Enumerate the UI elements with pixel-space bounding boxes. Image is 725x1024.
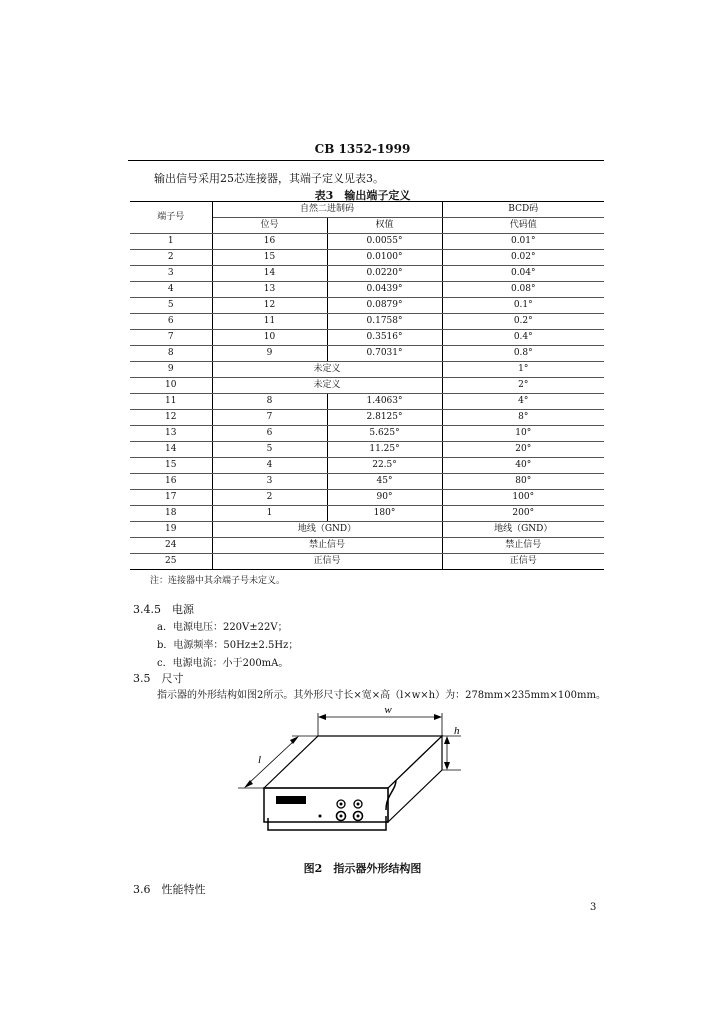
table-row bbox=[130, 362, 604, 378]
cell-weight: 45° bbox=[327, 474, 442, 490]
cell-code-value: 0.4° bbox=[442, 330, 604, 346]
page-number: 3 bbox=[590, 902, 597, 913]
cell-code-value: 地线（GND） bbox=[442, 522, 604, 538]
cable-line bbox=[268, 816, 386, 830]
header-terminal: 端子号 bbox=[130, 202, 212, 234]
header-weight: 权值 bbox=[327, 218, 442, 234]
cell-terminal: 16 bbox=[130, 474, 212, 490]
table-caption: 表3 输出端子定义 bbox=[314, 189, 411, 202]
cell-bit: 15 bbox=[212, 250, 327, 266]
table-row bbox=[130, 250, 604, 266]
cell-code-value: 0.2° bbox=[442, 314, 604, 330]
cell-bit: 14 bbox=[212, 266, 327, 282]
cell-bit: 3 bbox=[212, 474, 327, 490]
cell-code-value: 0.04° bbox=[442, 266, 604, 282]
cell-code-value: 4° bbox=[442, 394, 604, 410]
table-row bbox=[130, 458, 604, 474]
cell-terminal: 9 bbox=[130, 362, 212, 378]
cell-code-value: 禁止信号 bbox=[442, 538, 604, 554]
table-row bbox=[130, 298, 604, 314]
cell-code-value: 正信号 bbox=[442, 554, 604, 570]
cell-weight: 22.5° bbox=[327, 458, 442, 474]
table-row bbox=[130, 442, 604, 458]
cell-weight: 11.25° bbox=[327, 442, 442, 458]
cell-bit: 16 bbox=[212, 234, 327, 250]
indicator-outline-figure bbox=[236, 700, 476, 850]
table-row bbox=[130, 266, 604, 282]
power-item-c: c．电源电流：小于200mA。 bbox=[157, 658, 289, 669]
box-side-face bbox=[388, 736, 442, 822]
cell-code-value: 0.8° bbox=[442, 346, 604, 362]
table-row bbox=[130, 426, 604, 442]
table-row bbox=[130, 554, 604, 570]
table-row bbox=[130, 474, 604, 490]
cell-code-value: 200° bbox=[442, 506, 604, 522]
table-row bbox=[130, 394, 604, 410]
cell-weight: 90° bbox=[327, 490, 442, 506]
section-performance-heading: 3.6 性能特性 bbox=[133, 883, 206, 896]
cell-code-value: 2° bbox=[442, 378, 604, 394]
cell-bit: 5 bbox=[212, 442, 327, 458]
cell-undefined: 未定义 bbox=[212, 378, 442, 394]
cell-bit: 7 bbox=[212, 410, 327, 426]
table-row bbox=[130, 346, 604, 362]
cell-bit: 12 bbox=[212, 298, 327, 314]
cell-terminal: 11 bbox=[130, 394, 212, 410]
cell-signal: 地线（GND） bbox=[212, 522, 442, 538]
cell-terminal: 6 bbox=[130, 314, 212, 330]
display-window bbox=[276, 796, 306, 804]
cell-weight: 2.8125° bbox=[327, 410, 442, 426]
intro-paragraph: 输出信号采用25芯连接器，其端子定义见表3。 bbox=[154, 172, 384, 185]
size-paragraph: 指示器的外形结构如图2所示。其外形尺寸长×宽×高（l×w×h）为：278mm×235mm×100mm。 bbox=[157, 690, 606, 701]
dimension-w-label: w bbox=[384, 704, 392, 716]
cell-terminal: 8 bbox=[130, 346, 212, 362]
cell-bit: 8 bbox=[212, 394, 327, 410]
box-front-face bbox=[264, 788, 388, 822]
header-bcd-group: BCD码 bbox=[442, 202, 604, 218]
cell-code-value: 40° bbox=[442, 458, 604, 474]
cell-bit: 10 bbox=[212, 330, 327, 346]
table-row bbox=[130, 330, 604, 346]
table-row bbox=[130, 234, 604, 250]
table-row bbox=[130, 410, 604, 426]
cell-bit: 6 bbox=[212, 426, 327, 442]
cell-terminal: 14 bbox=[130, 442, 212, 458]
cell-weight: 0.1758° bbox=[327, 314, 442, 330]
table-header-row bbox=[130, 202, 604, 218]
cell-bit: 11 bbox=[212, 314, 327, 330]
header-code-value: 代码值 bbox=[442, 218, 604, 234]
page-header-title: CB 1352-1999 bbox=[314, 142, 411, 156]
cell-terminal: 24 bbox=[130, 538, 212, 554]
cell-bit: 4 bbox=[212, 458, 327, 474]
cell-code-value: 80° bbox=[442, 474, 604, 490]
cell-code-value: 10° bbox=[442, 426, 604, 442]
cell-weight: 180° bbox=[327, 506, 442, 522]
table-row bbox=[130, 506, 604, 522]
table-row bbox=[130, 490, 604, 506]
cell-terminal: 10 bbox=[130, 378, 212, 394]
cell-terminal: 4 bbox=[130, 282, 212, 298]
table-row bbox=[130, 378, 604, 394]
dimension-l-label: l bbox=[258, 754, 262, 766]
cell-terminal: 2 bbox=[130, 250, 212, 266]
dimension-l-line bbox=[248, 740, 295, 784]
table-row bbox=[130, 282, 604, 298]
power-item-b: b．电源频率：50Hz±2.5Hz； bbox=[157, 640, 299, 651]
figure-caption: 图2 指示器外形结构图 bbox=[303, 862, 422, 875]
header-binary-group: 自然二进制码 bbox=[212, 202, 442, 218]
cell-bit: 2 bbox=[212, 490, 327, 506]
header-rule bbox=[128, 160, 604, 161]
cell-terminal: 25 bbox=[130, 554, 212, 570]
cell-signal: 禁止信号 bbox=[212, 538, 442, 554]
cell-terminal: 13 bbox=[130, 426, 212, 442]
header-bit: 位号 bbox=[212, 218, 327, 234]
cell-weight: 5.625° bbox=[327, 426, 442, 442]
cell-terminal: 12 bbox=[130, 410, 212, 426]
cell-code-value: 100° bbox=[442, 490, 604, 506]
cell-weight: 0.3516° bbox=[327, 330, 442, 346]
cell-terminal: 18 bbox=[130, 506, 212, 522]
cell-terminal: 19 bbox=[130, 522, 212, 538]
cell-code-value: 0.08° bbox=[442, 282, 604, 298]
cell-terminal: 5 bbox=[130, 298, 212, 314]
cell-weight: 0.0055° bbox=[327, 234, 442, 250]
cell-terminal: 1 bbox=[130, 234, 212, 250]
table-note: 注：连接器中其余端子号未定义。 bbox=[150, 576, 286, 586]
section-power-heading: 3.4.5 电源 bbox=[133, 603, 194, 616]
cell-terminal: 15 bbox=[130, 458, 212, 474]
cell-weight: 0.7031° bbox=[327, 346, 442, 362]
cell-code-value: 0.1° bbox=[442, 298, 604, 314]
cell-bit: 1 bbox=[212, 506, 327, 522]
cell-code-value: 0.01° bbox=[442, 234, 604, 250]
cell-bit: 9 bbox=[212, 346, 327, 362]
cell-undefined: 未定义 bbox=[212, 362, 442, 378]
cell-weight: 1.4063° bbox=[327, 394, 442, 410]
cell-weight: 0.0220° bbox=[327, 266, 442, 282]
cell-code-value: 0.02° bbox=[442, 250, 604, 266]
section-size-heading: 3.5 尺寸 bbox=[133, 672, 184, 685]
table-row bbox=[130, 314, 604, 330]
cell-terminal: 7 bbox=[130, 330, 212, 346]
cell-signal: 正信号 bbox=[212, 554, 442, 570]
cell-code-value: 8° bbox=[442, 410, 604, 426]
dimension-h-label: h bbox=[454, 725, 460, 737]
cell-bit: 13 bbox=[212, 282, 327, 298]
cell-terminal: 17 bbox=[130, 490, 212, 506]
table-row bbox=[130, 538, 604, 554]
cell-weight: 0.0100° bbox=[327, 250, 442, 266]
terminal-definition-table bbox=[130, 201, 604, 570]
cell-code-value: 1° bbox=[442, 362, 604, 378]
cell-terminal: 3 bbox=[130, 266, 212, 282]
cell-code-value: 20° bbox=[442, 442, 604, 458]
table-row bbox=[130, 522, 604, 538]
cell-weight: 0.0879° bbox=[327, 298, 442, 314]
cell-weight: 0.0439° bbox=[327, 282, 442, 298]
power-item-a: a．电源电压：220V±22V； bbox=[157, 622, 288, 633]
